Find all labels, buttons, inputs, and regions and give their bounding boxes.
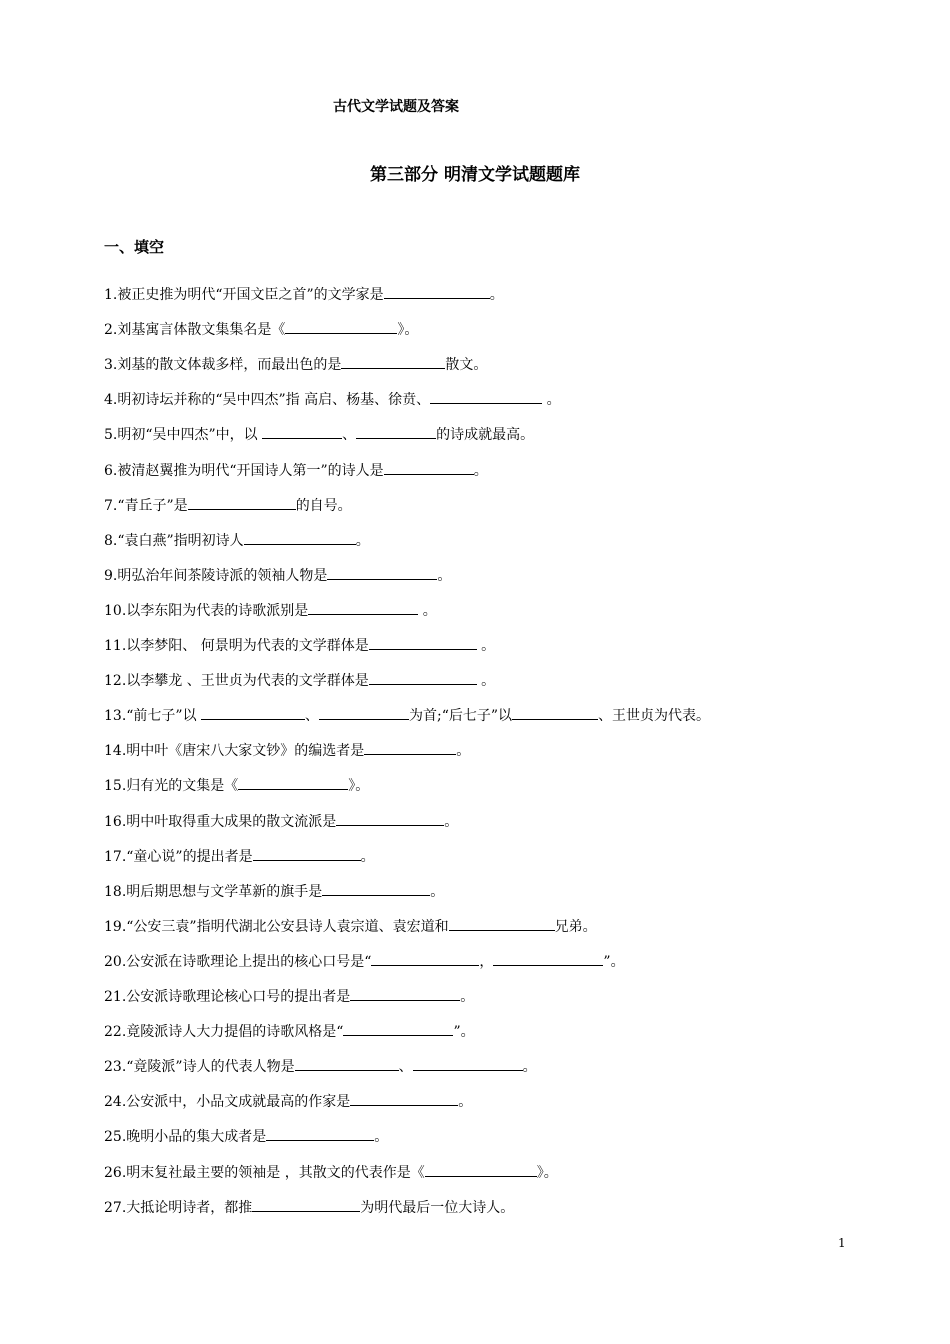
question-number: 17. bbox=[104, 848, 127, 865]
answer-blank[interactable] bbox=[285, 319, 397, 334]
question-text: ”。 bbox=[453, 1024, 475, 1041]
question-number: 15. bbox=[104, 778, 127, 795]
answer-blank[interactable] bbox=[371, 951, 479, 966]
question-text: 公安派诗歌理论核心口号的提出者是 bbox=[126, 989, 351, 1005]
question-text: 。 bbox=[460, 989, 475, 1005]
answer-blank[interactable] bbox=[327, 565, 437, 580]
question-item bbox=[104, 354, 487, 375]
question-text: 以李攀龙 、王世贞为代表的文学群体是 bbox=[126, 673, 369, 690]
question-text: 以李东阳为代表的诗歌派别是 bbox=[126, 602, 309, 619]
answer-blank[interactable] bbox=[308, 600, 418, 615]
question-number: 22. bbox=[104, 1024, 127, 1041]
question-text: 明初“吴中四杰”中，以 bbox=[117, 427, 263, 444]
answer-blank[interactable] bbox=[188, 495, 296, 510]
question-item bbox=[104, 565, 451, 586]
answer-blank[interactable] bbox=[350, 986, 460, 1001]
question-item bbox=[104, 951, 625, 972]
question-text: 》。 bbox=[397, 322, 419, 339]
question-text: 。 bbox=[458, 1094, 473, 1111]
question-text: 明初诗坛并称的“吴中四杰”指 高启、杨基、徐贲、 bbox=[117, 392, 431, 409]
question-text: “青丘子”是 bbox=[117, 497, 188, 514]
question-text: 被清赵翼推为明代“开国诗人第一”的诗人是 bbox=[117, 462, 384, 479]
answer-blank[interactable] bbox=[356, 424, 436, 439]
question-text: 。 bbox=[430, 883, 445, 900]
question-text: 、王世贞为代表。 bbox=[598, 708, 711, 725]
question-item bbox=[104, 460, 488, 481]
question-item bbox=[104, 530, 370, 551]
answer-blank[interactable] bbox=[238, 775, 348, 790]
question-item bbox=[104, 389, 561, 410]
question-text: 归有光的文集是《 bbox=[126, 778, 239, 795]
answer-blank[interactable] bbox=[384, 284, 490, 299]
question-item bbox=[104, 600, 437, 621]
question-text: “竟陵派”诗人的代表人物是 bbox=[126, 1059, 295, 1076]
question-number: 14. bbox=[104, 743, 127, 760]
answer-blank[interactable] bbox=[384, 460, 474, 475]
question-number: 27. bbox=[104, 1199, 127, 1216]
answer-blank[interactable] bbox=[343, 1021, 453, 1036]
question-text: 、 bbox=[342, 427, 357, 444]
question-item bbox=[104, 284, 504, 305]
question-item bbox=[104, 846, 375, 867]
answer-blank[interactable] bbox=[319, 705, 409, 720]
answer-blank[interactable] bbox=[253, 846, 361, 861]
question-text: “袁白燕”指明初诗人 bbox=[117, 532, 244, 549]
question-number: 7. bbox=[104, 497, 118, 514]
answer-blank[interactable] bbox=[322, 881, 430, 896]
question-text: 晚明小品的集大成者是 bbox=[126, 1129, 267, 1146]
question-number: 12. bbox=[104, 673, 127, 690]
answer-blank[interactable] bbox=[369, 670, 477, 685]
question-item bbox=[104, 775, 369, 796]
page-number: 1 bbox=[838, 1236, 846, 1250]
question-text: 为首;“后七子”以 bbox=[409, 708, 513, 725]
question-number: 23. bbox=[104, 1059, 127, 1076]
answer-blank[interactable] bbox=[350, 1091, 458, 1106]
answer-blank[interactable] bbox=[413, 1056, 523, 1071]
question-item bbox=[104, 811, 458, 832]
question-item bbox=[104, 1056, 537, 1077]
question-number: 20. bbox=[104, 953, 127, 970]
question-item bbox=[104, 670, 495, 691]
question-number: 3. bbox=[104, 357, 118, 374]
answer-blank[interactable] bbox=[266, 1126, 374, 1141]
question-text: 为明代最后一位大诗人。 bbox=[360, 1199, 515, 1216]
question-text: 。 bbox=[418, 602, 437, 619]
question-number: 2. bbox=[104, 322, 118, 339]
section-title: 一、填空 bbox=[104, 238, 165, 256]
question-text: 以李梦阳、 何景明为代表的文学群体是 bbox=[126, 638, 369, 654]
question-text: 刘基的散文体裁多样，而最出色的是 bbox=[117, 357, 342, 374]
answer-blank[interactable] bbox=[295, 1056, 399, 1071]
question-item bbox=[104, 319, 418, 340]
question-item bbox=[104, 495, 352, 516]
answer-blank[interactable] bbox=[512, 705, 598, 720]
question-text: 。 bbox=[473, 462, 488, 479]
question-number: 9. bbox=[104, 567, 118, 584]
answer-blank[interactable] bbox=[252, 1197, 360, 1212]
question-text: 。 bbox=[522, 1059, 537, 1076]
question-item bbox=[104, 1091, 472, 1112]
question-text: 明后期思想与文学革新的旗手是 bbox=[126, 883, 323, 900]
question-number: 19. bbox=[104, 918, 127, 935]
answer-blank[interactable] bbox=[336, 811, 444, 826]
question-text: “童心说”的提出者是 bbox=[126, 848, 253, 865]
question-number: 16. bbox=[104, 813, 127, 830]
question-number: 10. bbox=[104, 602, 127, 619]
answer-blank[interactable] bbox=[201, 705, 305, 720]
question-number: 6. bbox=[104, 462, 118, 479]
question-number: 13. bbox=[104, 708, 127, 725]
answer-blank[interactable] bbox=[369, 635, 477, 650]
question-number: 4. bbox=[104, 392, 118, 409]
question-number: 25. bbox=[104, 1129, 127, 1146]
question-text: 。 bbox=[456, 743, 471, 760]
question-item bbox=[104, 881, 444, 902]
question-item bbox=[104, 424, 534, 445]
question-item bbox=[104, 740, 470, 761]
question-text: 散文。 bbox=[445, 357, 488, 374]
answer-blank[interactable] bbox=[244, 530, 356, 545]
question-text: 。 bbox=[355, 532, 370, 549]
question-number: 26. bbox=[104, 1164, 127, 1181]
question-text: 刘基寓言体散文集集名是《 bbox=[117, 322, 286, 339]
question-item bbox=[104, 916, 597, 937]
answer-blank[interactable] bbox=[449, 916, 555, 931]
question-item bbox=[104, 1126, 388, 1147]
question-text: ， bbox=[479, 953, 494, 970]
question-text: 的诗成就最高。 bbox=[436, 427, 535, 444]
question-text: 、 bbox=[305, 708, 320, 725]
question-text: 》。 bbox=[536, 1164, 558, 1181]
question-text: 。 bbox=[476, 638, 496, 654]
question-text: 明末复社最主要的领袖是 ，其散文的代表作是《 bbox=[126, 1164, 425, 1181]
question-item bbox=[104, 705, 710, 726]
question-text: “前七子”以 bbox=[126, 708, 202, 725]
question-text: 。 bbox=[360, 848, 375, 865]
question-text: 被正史推为明代“开国文臣之首”的文学家是 bbox=[117, 287, 384, 303]
question-number: 5. bbox=[104, 427, 118, 444]
question-text: 》。 bbox=[348, 778, 370, 795]
question-number: 21. bbox=[104, 989, 127, 1005]
question-text: 公安派在诗歌理论上提出的核心口号是“ bbox=[126, 953, 372, 970]
question-text: 。 bbox=[489, 287, 504, 303]
question-number: 1. bbox=[104, 287, 118, 303]
question-text: 明中叶《唐宋八大家文钞》的编选者是 bbox=[126, 743, 365, 760]
question-item bbox=[104, 1197, 514, 1218]
question-number: 11. bbox=[104, 638, 127, 654]
question-text: 的自号。 bbox=[295, 497, 352, 514]
question-text: 、 bbox=[398, 1059, 413, 1076]
answer-blank[interactable] bbox=[493, 951, 603, 966]
answer-blank[interactable] bbox=[364, 740, 456, 755]
question-text: “公安三袁”指明代湖北公安县诗人袁宗道、袁宏道和 bbox=[126, 918, 449, 935]
question-number: 8. bbox=[104, 532, 118, 549]
question-number: 24. bbox=[104, 1094, 127, 1111]
answer-blank[interactable] bbox=[262, 424, 342, 439]
question-item bbox=[104, 635, 495, 656]
question-item bbox=[104, 1162, 558, 1183]
question-text: 。 bbox=[444, 813, 459, 830]
question-text: 竟陵派诗人大力提倡的诗歌风格是“ bbox=[126, 1024, 344, 1041]
question-text: 公安派中，小品文成就最高的作家是 bbox=[126, 1094, 351, 1111]
question-text: 。 bbox=[437, 567, 452, 584]
question-text: 。 bbox=[374, 1129, 389, 1146]
answer-blank[interactable] bbox=[425, 1162, 537, 1177]
answer-blank[interactable] bbox=[341, 354, 445, 369]
question-text: 明弘治年间茶陵诗派的领袖人物是 bbox=[117, 567, 328, 584]
part-title: 第三部分 明清文学试题题库 bbox=[370, 165, 580, 185]
question-text: 。 bbox=[476, 673, 496, 690]
question-item bbox=[104, 986, 474, 1007]
question-text: 兄弟。 bbox=[554, 918, 597, 935]
question-text: 大抵论明诗者，都推 bbox=[126, 1199, 253, 1216]
question-text: 明中叶取得重大成果的散文流派是 bbox=[126, 813, 337, 830]
question-item bbox=[104, 1021, 475, 1042]
answer-blank[interactable] bbox=[430, 389, 542, 404]
question-text: ”。 bbox=[603, 953, 625, 970]
question-number: 18. bbox=[104, 883, 127, 900]
question-text: 。 bbox=[542, 392, 561, 409]
document-title: 古代文学试题及答案 bbox=[333, 99, 459, 115]
